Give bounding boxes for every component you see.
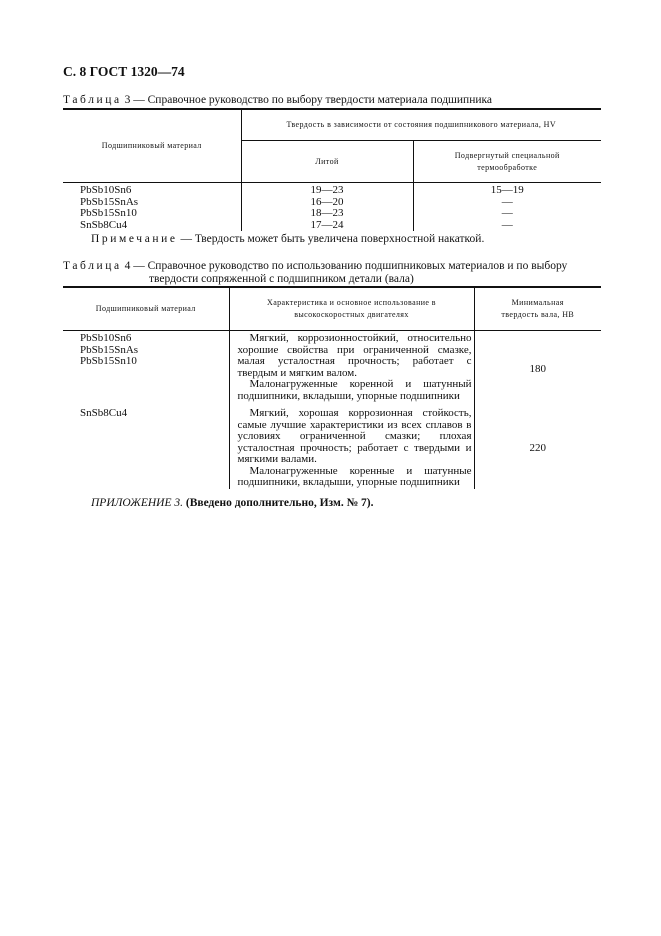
note-label: Примечание (91, 233, 178, 245)
table3-cell-cast: 18—23 (241, 208, 413, 220)
table3-header-treated: Подвергнутый специальной термообработке (413, 141, 601, 183)
desc-characteristics: Мягкий, коррозионностойкий, относительно хорошие свойства при ограниченной смазке, малая усталостная прочность; работает с твердым и мягким валом. (237, 332, 472, 379)
table4-cell-hardness: 180 (474, 331, 601, 409)
table3-header-hardness: Твердость в зависимости от состояния подшипникового материала, HV (241, 109, 601, 141)
table3-cell-cast: 19—23 (241, 183, 413, 197)
table4 (63, 286, 601, 489)
table4-cell-hardness: 220 (474, 408, 601, 489)
desc-usage: Малонагруженные коренные и шатунные подшипники, вкладыши, упорные подшипники (237, 464, 472, 488)
table4-caption-line1: 4 — Справочное руководство по использованию подшипниковых материалов и по выбору (124, 260, 568, 272)
table3-cell-treated: — (413, 208, 601, 220)
appendix-label: ПРИЛОЖЕНИЕ 3. (91, 497, 183, 509)
table4-cell-materials (63, 331, 229, 409)
material-item: SnSb8Cu4 (80, 407, 128, 419)
table-row (63, 408, 601, 489)
table3-cell-material: PbSb15Sn10 (80, 207, 137, 219)
table3-cell-treated: 15—19 (413, 183, 601, 197)
table3-label: Таблица (63, 94, 122, 106)
page-header: С. 8 ГОСТ 1320—74 (63, 64, 185, 79)
table4-header-desc: Характеристика и основное использование в высокоскоростных двигателях (229, 287, 474, 331)
table3-cell-treated: — (413, 220, 601, 232)
table4-label: Таблица (63, 260, 122, 272)
table3-header-cast: Литой (241, 141, 413, 183)
appendix-note (91, 497, 373, 509)
table4-cell-desc (229, 408, 474, 489)
table3-note (91, 233, 484, 245)
table3-caption (63, 94, 492, 107)
table3-caption-text: 3 — Справочное руководство по выбору твердости материала подшипника (124, 94, 493, 106)
table-row (63, 331, 601, 409)
note-text: — Твердость может быть увеличена поверхностной накаткой. (177, 233, 485, 245)
table4-header-material: Подшипниковый материал (63, 287, 229, 331)
table-row (63, 220, 601, 232)
table-row (63, 183, 601, 197)
table4-cell-desc (229, 331, 474, 409)
table3-cell-material: PbSb15SnAs (80, 195, 139, 208)
table4-header-hardness: Минимальная твердость вала, НВ (474, 287, 601, 331)
appendix-text: (Введено дополнительно, Изм. № 7). (182, 497, 374, 509)
table4-caption (63, 260, 583, 286)
desc-characteristics: Мягкий, хорошая коррозионная стойкость, самые лучшие характеристики из всех сплавов в условиях ограниченной смазки; плохая усталостная прочность; работает с твердыми и мягкими валами. (237, 407, 472, 465)
desc-usage: Малонагруженные коренной и шатунный подшипники, вкладыши, упорные подшипники (237, 378, 472, 402)
table3 (63, 108, 601, 231)
table-row (63, 208, 601, 220)
material-item: PbSb15SnAs (80, 343, 139, 356)
table3-cell-treated: — (413, 197, 601, 209)
table3-cell-material: PbSb10Sn6 (80, 184, 132, 196)
table3-header-material: Подшипниковый материал (63, 109, 241, 183)
table4-caption-line2: твердости сопряженной с подшипником детали (вала) (149, 273, 414, 285)
material-item: PbSb10Sn6 (80, 332, 132, 344)
table3-cell-cast: 17—24 (241, 220, 413, 232)
table3-cell-material: SnSb8Cu4 (80, 218, 128, 231)
table3-cell-cast: 16—20 (241, 197, 413, 209)
table4-cell-materials (63, 408, 229, 489)
material-item: PbSb15Sn10 (80, 355, 137, 367)
